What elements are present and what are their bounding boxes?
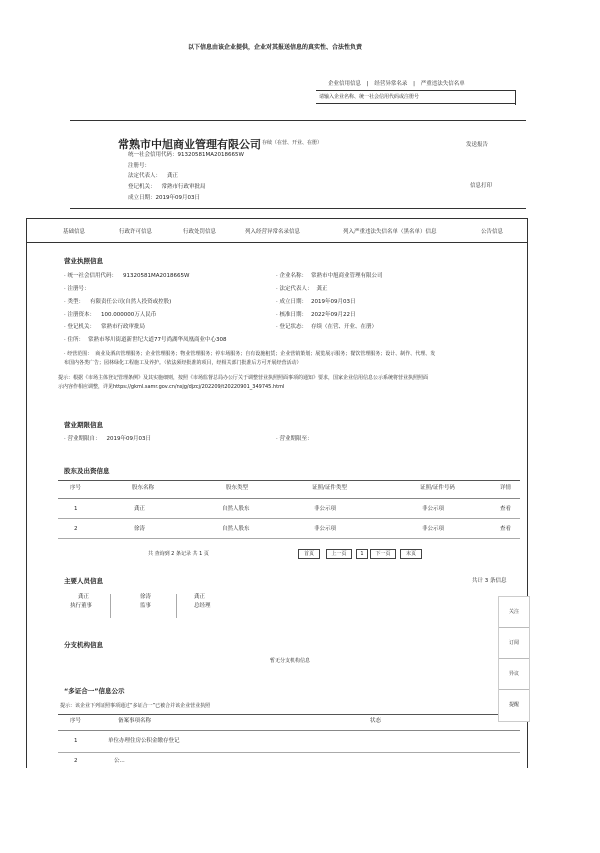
pager-prev-button[interactable]: 上一页: [326, 549, 352, 559]
tab-admin-license[interactable]: 行政许可信息: [119, 229, 153, 235]
branch-empty: 暂无分支机构信息: [270, 658, 311, 664]
table-row: 1 单位办理住房公积金缴存登记: [74, 738, 180, 744]
pager-text: 共 查询到 2 条记录 共 1 页: [148, 551, 209, 557]
shareholder-section-title: 股东及出资信息: [64, 467, 110, 475]
pager-page-1-button[interactable]: 1: [356, 549, 368, 559]
license-left-4: · 登记机关： 常熟市行政审批局: [64, 324, 146, 330]
send-report-button[interactable]: 发送报告: [466, 142, 489, 148]
side-float-panel: [498, 596, 530, 722]
license-section-title: 营业执照信息: [64, 257, 103, 265]
shareholder-table-header: 序号 股东名称 股东类型 证照/证件类型 证照/证件号码 详情: [70, 485, 512, 491]
person-card: 徐涛 监事: [136, 594, 177, 618]
est-date-row: 成立日期：2019年09月03日: [128, 195, 201, 201]
legal-rep-row: 法定代表人： 龚正: [128, 173, 179, 179]
tab-announcement[interactable]: 公告信息: [481, 229, 504, 235]
pager-last-button[interactable]: 末页: [400, 549, 422, 559]
multi-cert-section-title: “多证合一”信息公示: [64, 687, 125, 695]
license-right-1: · 法定代表人： 龚正: [276, 286, 328, 292]
table-row: 1 龚正 自然人股东 非公示项 非公示项 查看: [74, 506, 512, 512]
table-row: 2 徐涛 自然人股东 非公示项 非公示项 查看: [74, 526, 512, 532]
view-detail-link[interactable]: 查看: [500, 526, 512, 532]
company-name: 常熟市中旭商业管理有限公司: [118, 138, 261, 151]
tab-blacklist[interactable]: 列入严重违法失信名单（黑名单）信息: [343, 229, 437, 235]
nav-abnormal-list[interactable]: 经营异常名录: [374, 81, 408, 87]
side-objection-button[interactable]: 异议: [499, 659, 529, 690]
personnel-total: 共计 3 条信息: [472, 578, 507, 584]
nav-serious-violation[interactable]: 严重违法失信名单: [420, 81, 465, 87]
nav-credit-info[interactable]: 企业信用信息: [328, 81, 362, 87]
view-detail-link[interactable]: 查看: [500, 506, 512, 512]
table-row: 2 公...: [74, 758, 125, 764]
license-left-2: · 类型： 有限责任公司(自然人投资或控股): [64, 299, 172, 305]
multi-cert-header: 序号 备案事项名称 状态: [70, 718, 382, 724]
pager-first-button[interactable]: 首页: [298, 549, 320, 559]
license-tip: 提示：根据《市场主体登记管理条例》及其实施细则，按照《市场监督总局办公厅关于调整营业执照照面事项的通知》要求，国家企业信用信息公示系统将营业执照照面 示内容作相应调整，详见https://gkml.samr.gov.cn/nsjg/djzcj/202209/t20220901_349745.html: [58, 375, 429, 390]
term-section-title: 营业期限信息: [64, 421, 103, 429]
term-to: · 营业期限至：: [276, 436, 313, 442]
license-address: · 住所： 常熟市琴川街道新世纪大道77号尚湖华凤凰商业中心308: [64, 337, 227, 343]
term-from: · 营业期限自： 2019年09月03日: [64, 436, 152, 442]
license-right-3: · 核准日期： 2022年09月22日: [276, 312, 356, 318]
license-left-1: · 注册号：: [64, 286, 90, 292]
print-info-button[interactable]: 信息打印: [470, 183, 493, 189]
branch-section-title: 分支机构信息: [64, 641, 103, 649]
license-right-0: · 企业名称： 常熟市中旭商业管理有限公司: [276, 273, 383, 279]
tab-abnormal-list[interactable]: 列入经营异常名录信息: [245, 229, 301, 235]
license-right-4: · 登记状态： 存续（在营、开业、在册）: [276, 324, 378, 330]
side-follow-button[interactable]: 关注: [499, 597, 529, 628]
reg-authority-row: 登记机关： 常熟市行政审批局: [128, 184, 206, 190]
tab-bar: [27, 226, 527, 240]
reg-no-row: 注册号：: [128, 163, 151, 169]
side-subscribe-button[interactable]: 订阅: [499, 628, 529, 659]
company-status-tag: 存续（在营、开业、在册）: [262, 140, 323, 146]
top-notice: 以下信息由该企业提供，企业对其报送信息的真实性、合法性负责: [188, 44, 363, 51]
license-left-0: · 统一社会信用代码： 91320581MA2018665W: [64, 273, 190, 279]
multi-cert-tip: 提示：该企业下列证照事项通过“多证合一”已被合并该企业营业执照: [60, 703, 211, 709]
license-scope: · 经营范围： 商业及酒店管理服务；企业管理服务；物业管理服务；停车场服务；自有设施租赁；企业营销策划；展览展示服务；餐饮管理服务；设计、制作、代理、发 布国内各类广告；园林绿化工程施工及养护。（依法须经批准的项目，经相关部门批准后方可开展经营活动）: [64, 351, 436, 366]
side-remind-button[interactable]: 提醒: [499, 690, 529, 720]
tab-basic-info[interactable]: 基础信息: [63, 229, 86, 235]
license-right-2: · 成立日期： 2019年09月03日: [276, 299, 356, 305]
search-input[interactable]: 请输入企业名称、统一社会信用代码或注册号: [316, 91, 516, 104]
license-left-3: · 注册资本： 100.000000万人民币: [64, 312, 157, 318]
personnel-section-title: 主要人员信息: [64, 577, 103, 585]
top-nav: 企业信用信息 | 经营异常名录 | 严重违法失信名单: [328, 81, 465, 87]
person-card: 龚正 执行董事: [70, 594, 111, 618]
person-card: 龚正 总经理: [194, 594, 211, 609]
tab-admin-penalty[interactable]: 行政处罚信息: [183, 229, 217, 235]
credit-code-row: 统一社会信用代码：91320581MA2018665W: [128, 152, 244, 158]
pager-next-button[interactable]: 下一页: [370, 549, 396, 559]
